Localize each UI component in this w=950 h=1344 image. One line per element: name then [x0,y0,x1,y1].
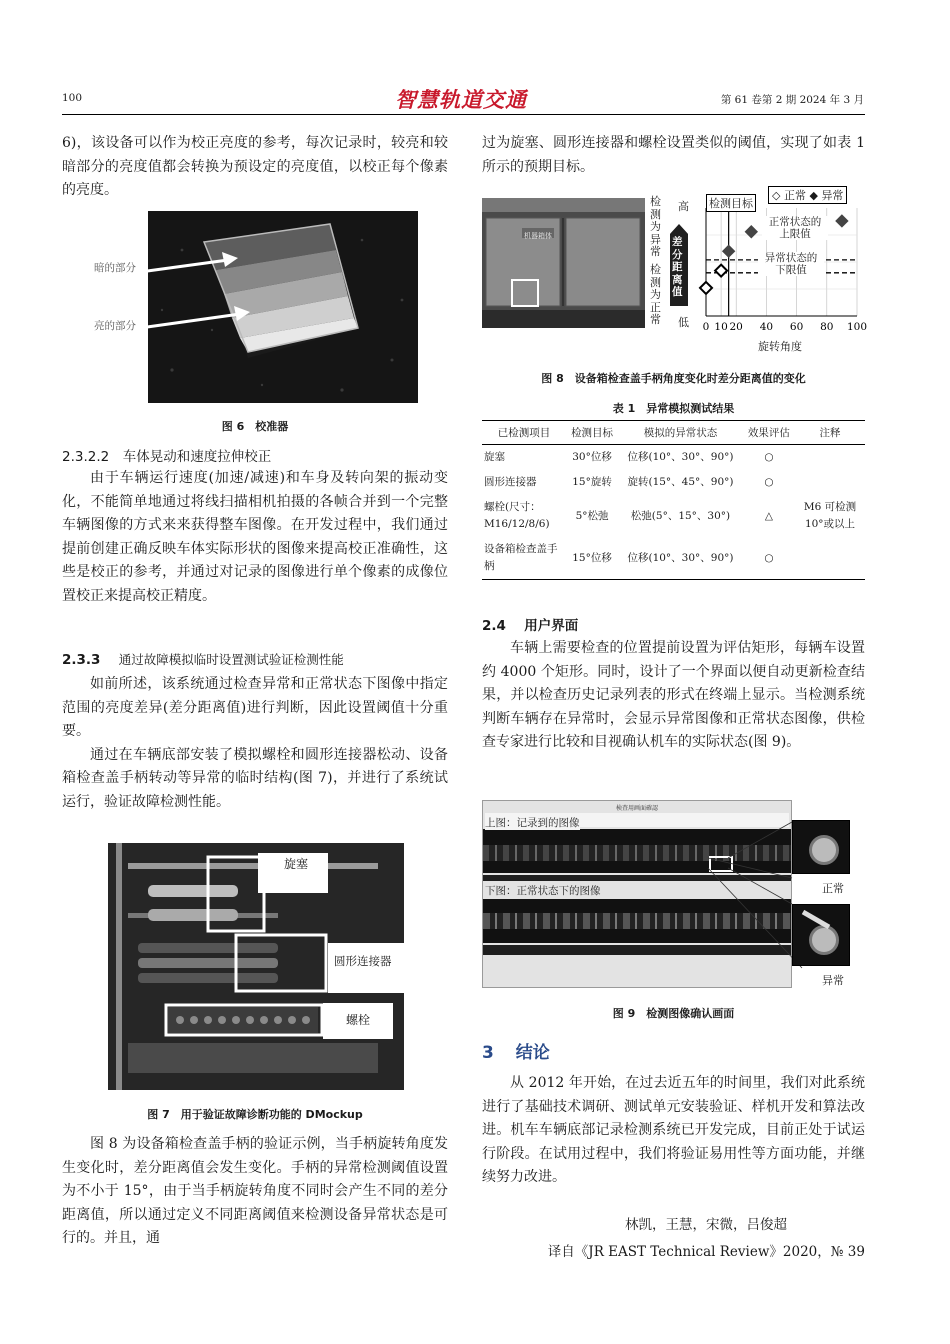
annotation-normal-upper-line1: 正常状态的 [768,216,822,228]
ylabel-diff-distance: 差分距离值 [672,236,683,298]
figure-8-caption: 图 8 设备箱检查盖手柄角度变化时差分距离值的变化 [541,372,806,385]
table-cell [795,445,865,471]
table-cell: 位移(10°、30°、90°) [627,451,734,463]
chart-legend [768,186,847,204]
table-header-cell: 注释 [795,421,865,445]
abnormal-zoom-image [792,904,850,966]
section-3-number: 3 [482,1043,494,1063]
table-header-row [482,421,865,445]
table-cell: M6 可检测 10°或以上 [803,501,857,530]
table-cell: ○ [743,537,795,580]
label-abnormal-zoom: 异常 [822,974,844,987]
section-24-text: 用户界面 [524,618,579,634]
calibrator-photo [62,210,448,410]
point-normal [715,265,727,277]
issue-info: 第 61 卷第 2 期 2024 年 3 月 [720,94,864,106]
paragraph-threshold: 如前所述，该系统通过检查异常和正常状态下图像中指定范围的亮度差异(差分距离值)进行判断，因此设置阈值十分重要。 [62,676,448,739]
table-cell: 15°旋转 [572,476,612,488]
table-cell: 5°松弛 [575,509,609,522]
legend-normal: 正常 [783,189,806,202]
table-header-cell: 已检测项目 [482,421,566,445]
top-image-label: 上图：记录到的图像 [485,817,580,829]
x-tick-label: 40 [759,321,774,333]
point-abnormal [723,245,735,257]
section-233-title [62,650,344,668]
table-cell: 旋塞 [484,451,505,463]
table-cell: △ [764,509,773,522]
x-tick-label: 10 [714,321,728,333]
table-row [482,495,865,537]
ylabel-detect-abnormal: 检测为异常 [650,195,661,258]
annotation-normal-upper-line2: 上限值 [779,228,811,240]
table-cell: 位移(10°、30°、90°) [618,537,743,580]
label-normal-zoom: 正常 [822,882,844,895]
legend-abnormal-icon: ◆ [809,189,818,202]
figure-9 [482,800,865,990]
table-cell: 螺栓(尺寸：M16/12/8/6) [484,501,550,530]
page-number: 100 [62,92,83,104]
paragraph-fig8-intro: 图 8 为设备箱检查盖手柄的验证示例，当手柄旋转角度发生变化时，差分距离值会发生变化。手柄的异常检测阈值设置为不小于 15°，由于当手柄旋转角度不同时会产生不同的差分距离值，所以通过定义不同距离阈值来检测设备异常状态是可行的。并且，通 [62,1136,448,1246]
figure-9-caption: 图 9 检测图像确认画面 [612,1007,735,1020]
table-cell: 设备箱检查盖手柄 [482,537,566,580]
section-2322-title: 2.3.2.2 车体晃动和速度拉伸校正 [62,449,272,465]
annotation-abnormal-lower [758,252,824,276]
point-abnormal [745,226,757,238]
figure-7 [108,843,404,1090]
paragraph-mockup: 通过在车辆底部安装了模拟螺栓和圆形连接器松动、设备箱检查盖手柄转动等异常的临时结构(图 7)，并进行了系统试运行，验证故障检测性能。 [62,746,448,810]
bottom-image-label: 下图：正常状态下的图像 [485,885,601,897]
table-header-cell: 检测目标 [566,421,618,445]
label-bolt: 螺栓 [346,1013,371,1027]
legend-normal-icon: ◇ [772,189,781,202]
figure-6 [62,210,448,410]
figure-8 [482,186,868,362]
table-cell: 圆形连接器 [484,476,537,488]
x-tick-label: 100 [846,321,868,333]
window-title: 検査用画面確認 [615,805,658,812]
normal-zoom-image [792,820,850,874]
label-cock-valve: 旋塞 [284,857,309,871]
section-233-text: 通过故障模拟临时设置测试验证检测性能 [118,652,344,667]
photo-box-sign: 机器箱体 [524,232,552,240]
table-row [482,445,865,471]
section-233-number: 2.3.3 [62,652,101,668]
point-abnormal [836,215,848,227]
table-header-cell: 效果评估 [743,421,795,445]
table-row [482,537,865,580]
header-rule [62,114,865,115]
label-circular-connector: 圆形连接器 [334,954,392,968]
x-tick-label: 0 [702,321,710,333]
table-cell [795,470,865,495]
point-normal [700,282,712,294]
equipment-box-photo [482,198,645,328]
label-dark-part: 暗的部分 [94,262,136,274]
table-cell: 15°位移 [566,537,618,580]
legend-abnormal: 异常 [821,189,844,202]
authors: 林凯，王慧，宋微，吕俊超 [625,1217,787,1233]
paragraph-conclusion: 从 2012 年开始，在过去近五年的时间里，我们对此系统进行了基础技术调研、测试单元安装验证、样机开发和算法改进。机车车辆底部记录检测系统已开发完成，目前正处于试运行阶段。在试用过程中，我们将验证易用性等方面功能，并继续努力改进。 [482,1075,865,1185]
section-24-number: 2.4 [482,618,506,634]
label-detection-target: 检测目标 [706,194,756,212]
table-1 [482,420,865,580]
x-tick-label: 60 [789,321,804,333]
paragraph-user-interface: 车辆上需要检查的位置提前设置为评估矩形，每辆车设置约 4000 个矩形。同时，设计了一个界面以便自动更新检查结果，并以检查历史记录列表的形式在终端上显示。当检测系统判断车辆存在异常时，会显示异常图像和正常状态图像，供检查专家进行比较和目视确认机车的实际状态(图 9)。 [482,640,865,750]
annotation-normal-upper [762,216,828,240]
paragraph-table-intro: 过为旋塞、圆形连接器和螺栓设置类似的阈值，实现了如表 1 所示的预期目标。 [482,135,865,175]
figure-7-caption: 图 7 用于验证故障诊断功能的 DMockup [147,1108,363,1121]
ylabel-low: 低 [678,316,689,329]
ylabel-high: 高 [678,200,689,213]
paragraph-vibration: 由于车辆运行速度(加速/减速)和车身及转向架的振动变化，不能简单地通过将线扫描相机拍摄的各帧合并到一个完整车辆图像的方式来来获得整车图像。在开发过程中，我们通过提前创建正确反映车体实际形状的图像来提高校正准确性，这些是校正的参考，并通过对记录的图像进行单个像素的成像位置校正来提高校正精度。 [62,470,448,604]
table-cell: 旋转(15°、45°、90°) [627,476,734,488]
table-header-cell: 模拟的异常状态 [618,421,743,445]
table-cell: ○ [764,451,774,463]
section-24-title [482,614,578,634]
figure-6-caption: 图 6 校准器 [221,420,289,433]
table-row [482,470,865,495]
x-axis-label: 旋转角度 [758,340,802,353]
journal-logo: 智慧轨道交通 [395,87,527,112]
annotation-abnormal-lower-line1: 异常状态的 [764,252,818,264]
section-3-title [482,1038,550,1063]
label-bright-part: 亮的部分 [94,320,136,332]
x-tick-label: 80 [820,321,834,333]
table-cell: 30°位移 [572,451,612,463]
x-tick-label: 20 [729,321,743,333]
paragraph-calibration: 6)，该设备可以作为校正亮度的参考，每次记录时，较亮和较暗部分的亮度值都会转换为预设定的亮度值，以校正每个像素的亮度。 [62,135,448,198]
section-3-text: 结论 [515,1043,550,1063]
table-cell [795,537,865,580]
table-cell: 松弛(5°、15°、30°) [630,509,731,522]
annotation-abnormal-lower-line2: 下限值 [775,264,807,276]
table-1-title: 表 1 异常模拟测试结果 [612,402,735,415]
source-note: 译自《JR EAST Technical Review》2020，№ 39 [547,1244,865,1260]
ylabel-detect-normal: 检测为正常 [650,263,661,326]
table-cell: ○ [764,476,774,488]
